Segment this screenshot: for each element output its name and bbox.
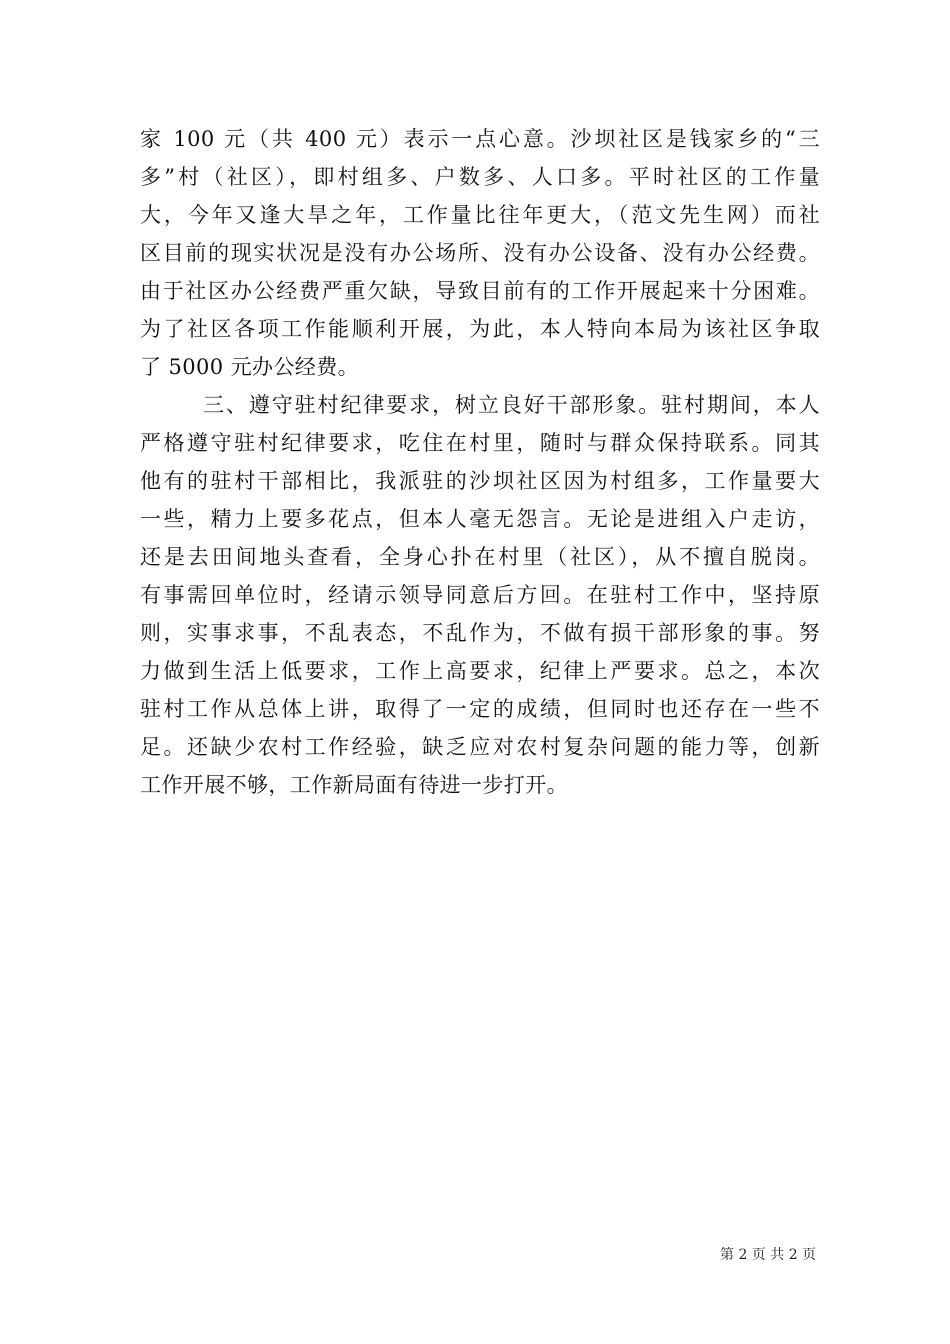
paragraph-line: 由于社区办公经费严重欠缺，导致目前有的工作开展起来十分困难。 — [140, 279, 820, 303]
page-number-footer: 第 2 页 共 2 页 — [720, 1247, 817, 1263]
paragraph-line: 有事需回单位时，经请示领导同意后方回。在驻村工作中，坚持原 — [140, 583, 820, 607]
paragraph-line: 一些，精力上要多花点，但本人毫无怨言。无论是进组入户走访， — [140, 507, 820, 531]
paragraph-line: 驻村工作从总体上讲，取得了一定的成绩，但同时也还存在一些不 — [140, 697, 820, 721]
paragraph-2 — [140, 386, 820, 804]
paragraph-line: 还是去田间地头查看，全身心扑在村里（社区），从不擅自脱岗。 — [140, 545, 820, 569]
paragraph-line: 大，今年又逢大旱之年，工作量比往年更大，（范文先生网）而社 — [140, 203, 820, 227]
paragraph-line: 严格遵守驻村纪律要求，吃住在村里，随时与群众保持联系。同其 — [140, 431, 820, 455]
paragraph-1 — [140, 120, 820, 386]
paragraph-line: 力做到生活上低要求，工作上高要求，纪律上严要求。总之，本次 — [140, 659, 820, 683]
paragraph-line: 了 5000 元办公经费。 — [140, 355, 359, 379]
paragraph-line: 区目前的现实状况是没有办公场所、没有办公设备、没有办公经费。 — [140, 241, 820, 265]
paragraph-line: 工作开展不够，工作新局面有待进一步打开。 — [140, 773, 568, 797]
paragraph-line: 足。还缺少农村工作经验，缺乏应对农村复杂问题的能力等，创新 — [140, 735, 820, 759]
paragraph-line: 则，实事求事，不乱表态，不乱作为，不做有损干部形象的事。努 — [140, 621, 820, 645]
paragraph-line: 为了社区各项工作能顺利开展，为此，本人特向本局为该社区争取 — [140, 317, 820, 341]
paragraph-line: 多”村（社区），即村组多、户数多、人口多。平时社区的工作量 — [140, 165, 820, 189]
paragraph-line: 家 100 元（共 400 元）表示一点心意。沙坝社区是钱家乡的“三 — [140, 127, 820, 151]
paragraph-line: 三、遵守驻村纪律要求，树立良好干部形象。驻村期间，本人 — [203, 393, 820, 417]
paragraph-line: 他有的驻村干部相比，我派驻的沙坝社区因为村组多，工作量要大 — [140, 469, 820, 493]
document-body — [140, 120, 820, 804]
